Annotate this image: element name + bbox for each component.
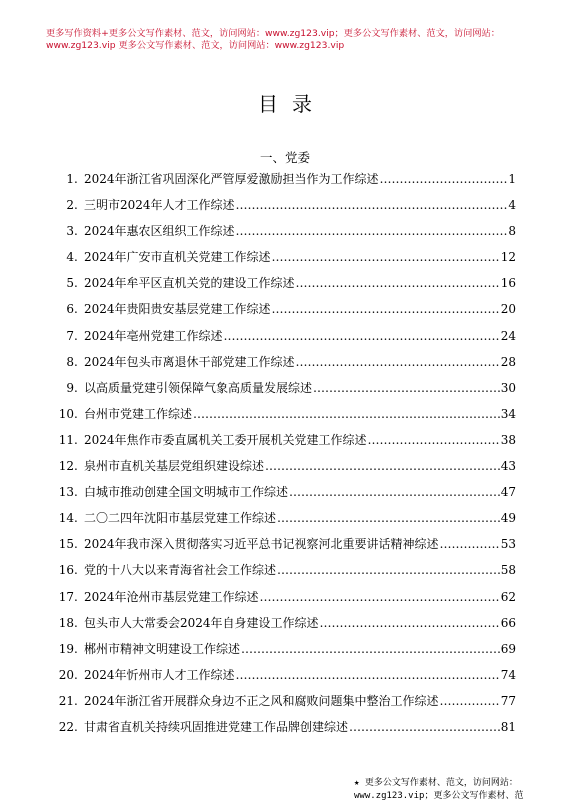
toc-entry-dot: . xyxy=(74,641,78,656)
toc-entry-title: 2024年包头市离退休干部党建工作综述 xyxy=(84,354,295,369)
table-of-contents xyxy=(56,170,516,744)
section-heading: 一、党委 xyxy=(259,150,310,165)
toc-entry-page: 24 xyxy=(500,328,516,343)
toc-entry-dot: . xyxy=(74,589,78,604)
toc-entry-number: 14 xyxy=(58,511,74,526)
toc-entry-dot: . xyxy=(74,693,78,708)
header-ad-line1: 更多写作资料+更多公文写作素材、范文，访问网站：www.zg123.vip；更多公文写作素材、范文，访问网站： xyxy=(46,28,500,39)
toc-leader-dots xyxy=(236,224,508,238)
header-ad xyxy=(46,28,516,52)
toc-entry-number: 5 xyxy=(66,276,74,291)
toc-entry-page: 77 xyxy=(500,693,516,708)
toc-entry-dot: . xyxy=(74,537,78,552)
footer-ad-line2: www.zg123.vip；更多公文写作素材、范 xyxy=(354,791,524,801)
toc-entry-dot: . xyxy=(74,511,78,526)
toc-entry-title: 2024年我市深入贯彻落实习近平总书记视察河北重要讲话精神综述 xyxy=(84,537,439,552)
toc-entry-page: 12 xyxy=(500,250,516,265)
toc-entry-page: 20 xyxy=(500,302,516,317)
toc-entry-title: 2024年广安市直机关党建工作综述 xyxy=(84,250,271,265)
toc-entry-number: 10 xyxy=(58,406,74,421)
toc-entry-dot: . xyxy=(74,615,78,630)
toc-entry-title: 2024年贵阳贵安基层党建工作综述 xyxy=(84,302,271,317)
toc-entry[interactable] xyxy=(56,588,516,614)
toc-leader-dots xyxy=(265,459,500,473)
toc-entry-number: 13 xyxy=(58,485,74,500)
toc-leader-dots xyxy=(272,250,500,264)
toc-entry-title: 台州市党建工作综述 xyxy=(84,406,193,421)
toc-leader-dots xyxy=(368,433,500,447)
header-ad-line2: www.zg123.vip 更多公文写作素材、范文，访问网站：www.zg123.vip xyxy=(46,40,345,51)
toc-entry-dot: . xyxy=(74,224,78,239)
toc-entry-page: 16 xyxy=(500,276,516,291)
toc-entry-title: 2024年沧州市基层党建工作综述 xyxy=(84,589,259,604)
toc-entry-dot: . xyxy=(74,250,78,265)
toc-entry-page: 43 xyxy=(500,459,516,474)
toc-entry-dot: . xyxy=(74,354,78,369)
toc-entry-page: 66 xyxy=(500,615,516,630)
toc-entry[interactable] xyxy=(56,353,516,379)
toc-entry[interactable] xyxy=(56,718,516,744)
toc-entry-title: 泉州市直机关基层党组织建设综述 xyxy=(84,459,265,474)
toc-entry-number: 20 xyxy=(58,667,74,682)
toc-entry[interactable] xyxy=(56,640,516,666)
toc-entry-page: 69 xyxy=(500,641,516,656)
toc-entry-page: 34 xyxy=(500,406,516,421)
toc-entry-number: 8 xyxy=(66,354,74,369)
toc-entry[interactable] xyxy=(56,457,516,483)
toc-entry[interactable] xyxy=(56,196,516,222)
toc-entry-dot: . xyxy=(74,328,78,343)
toc-entry-title: 甘肃省直机关持续巩固推进党建工作品牌创建综述 xyxy=(84,719,349,734)
toc-entry[interactable] xyxy=(56,222,516,248)
toc-entry-title: 2024年焦作市委直属机关工委开展机关党建工作综述 xyxy=(84,432,367,447)
toc-entry-number: 4 xyxy=(66,250,74,265)
toc-leader-dots xyxy=(440,694,500,708)
toc-leader-dots xyxy=(296,276,500,290)
toc-entry-page: 8 xyxy=(508,224,516,239)
toc-entry-title: 包头市人大常委会2024年自身建设工作综述 xyxy=(84,615,319,630)
toc-entry-number: 17 xyxy=(58,589,74,604)
toc-entry-title: 党的十八大以来青海省社会工作综述 xyxy=(84,563,277,578)
toc-entry-page: 81 xyxy=(500,719,516,734)
toc-entry-number: 9 xyxy=(66,380,74,395)
toc-entry-number: 21 xyxy=(58,693,74,708)
toc-entry[interactable] xyxy=(56,379,516,405)
toc-entry-dot: . xyxy=(74,172,78,186)
toc-entry-page: 49 xyxy=(500,511,516,526)
toc-entry-dot: . xyxy=(74,563,78,578)
toc-entry-title: 2024年忻州市人才工作综述 xyxy=(84,667,235,682)
toc-entry[interactable] xyxy=(56,274,516,300)
page-title: 目录 xyxy=(258,92,326,116)
toc-entry-dot: . xyxy=(74,198,78,213)
toc-entry[interactable] xyxy=(56,509,516,535)
toc-entry-title: 郴州市精神文明建设工作综述 xyxy=(84,641,241,656)
toc-entry-number: 11 xyxy=(58,432,74,447)
toc-entry-number: 1 xyxy=(66,172,74,186)
toc-leader-dots xyxy=(277,563,500,577)
toc-entry-page: 62 xyxy=(500,589,516,604)
toc-entry-number: 18 xyxy=(58,615,74,630)
toc-entry-number: 6 xyxy=(66,302,74,317)
toc-entry-dot: . xyxy=(74,485,78,500)
toc-leader-dots xyxy=(236,198,508,212)
toc-entry-number: 22 xyxy=(58,719,74,734)
toc-entry-title: 2024年浙江省巩固深化严管厚爱激励担当作为工作综述 xyxy=(84,172,379,186)
toc-entry-title: 三明市2024年人才工作综述 xyxy=(84,198,235,213)
toc-entry[interactable] xyxy=(56,561,516,587)
toc-entry-number: 16 xyxy=(58,563,74,578)
toc-entry-page: 53 xyxy=(500,537,516,552)
toc-entry[interactable] xyxy=(56,692,516,718)
toc-leader-dots xyxy=(289,485,500,499)
toc-entry[interactable] xyxy=(56,300,516,326)
footer-ad xyxy=(354,777,564,803)
toc-leader-dots xyxy=(320,616,500,630)
toc-entry[interactable] xyxy=(56,431,516,457)
toc-entry[interactable] xyxy=(56,614,516,640)
toc-entry-dot: . xyxy=(74,459,78,474)
toc-leader-dots xyxy=(296,355,500,369)
footer-ad-line1: ★ 更多公文写作素材、范文，访问网站： xyxy=(354,778,518,788)
toc-leader-dots xyxy=(349,720,500,734)
toc-entry-title: 2024年牟平区直机关党的建设工作综述 xyxy=(84,276,295,291)
toc-entry[interactable] xyxy=(56,248,516,274)
toc-entry[interactable] xyxy=(56,666,516,692)
toc-entry-dot: . xyxy=(74,276,78,291)
toc-entry-title: 2024年亳州党建工作综述 xyxy=(84,328,223,343)
toc-entry-dot: . xyxy=(74,380,78,395)
toc-entry-dot: . xyxy=(74,302,78,317)
toc-entry-page: 28 xyxy=(500,354,516,369)
toc-entry-number: 19 xyxy=(58,641,74,656)
toc-entry-title: 以高质量党建引领保障气象高质量发展综述 xyxy=(84,380,313,395)
toc-entry-title: 2024年惠农区组织工作综述 xyxy=(84,224,235,239)
toc-entry-dot: . xyxy=(74,719,78,734)
toc-leader-dots xyxy=(313,381,500,395)
toc-leader-dots xyxy=(241,642,500,656)
toc-entry-number: 15 xyxy=(58,537,74,552)
toc-entry-dot: . xyxy=(74,667,78,682)
toc-entry-number: 12 xyxy=(58,459,74,474)
toc-entry-title: 二〇二四年沈阳市基层党建工作综述 xyxy=(84,511,277,526)
toc-entry[interactable] xyxy=(56,327,516,353)
toc-entry-number: 2 xyxy=(66,198,74,213)
toc-leader-dots xyxy=(260,590,500,604)
toc-entry-page: 1 xyxy=(508,172,516,186)
toc-leader-dots xyxy=(277,511,500,525)
toc-leader-dots xyxy=(272,302,500,316)
toc-entry[interactable] xyxy=(56,405,516,431)
toc-entry-page: 74 xyxy=(500,667,516,682)
toc-entry[interactable] xyxy=(56,483,516,509)
toc-entry-number: 7 xyxy=(66,328,74,343)
toc-entry-title: 白城市推动创建全国文明城市工作综述 xyxy=(84,485,289,500)
toc-entry-number: 3 xyxy=(66,224,74,239)
toc-entry-dot: . xyxy=(74,406,78,421)
toc-entry-page: 30 xyxy=(500,380,516,395)
toc-leader-dots xyxy=(224,329,500,343)
toc-leader-dots xyxy=(440,537,500,551)
toc-entry-title: 2024年浙江省开展群众身边不正之风和腐败问题集中整治工作综述 xyxy=(84,693,439,708)
toc-entry-dot: . xyxy=(74,432,78,447)
toc-entry[interactable] xyxy=(56,535,516,561)
toc-leader-dots xyxy=(193,407,500,421)
toc-entry-page: 58 xyxy=(500,563,516,578)
toc-leader-dots xyxy=(236,668,500,682)
toc-entry[interactable] xyxy=(56,170,516,196)
toc-entry-page: 47 xyxy=(500,485,516,500)
toc-entry-page: 4 xyxy=(508,198,516,213)
toc-leader-dots xyxy=(380,172,508,186)
toc-entry-page: 38 xyxy=(500,432,516,447)
